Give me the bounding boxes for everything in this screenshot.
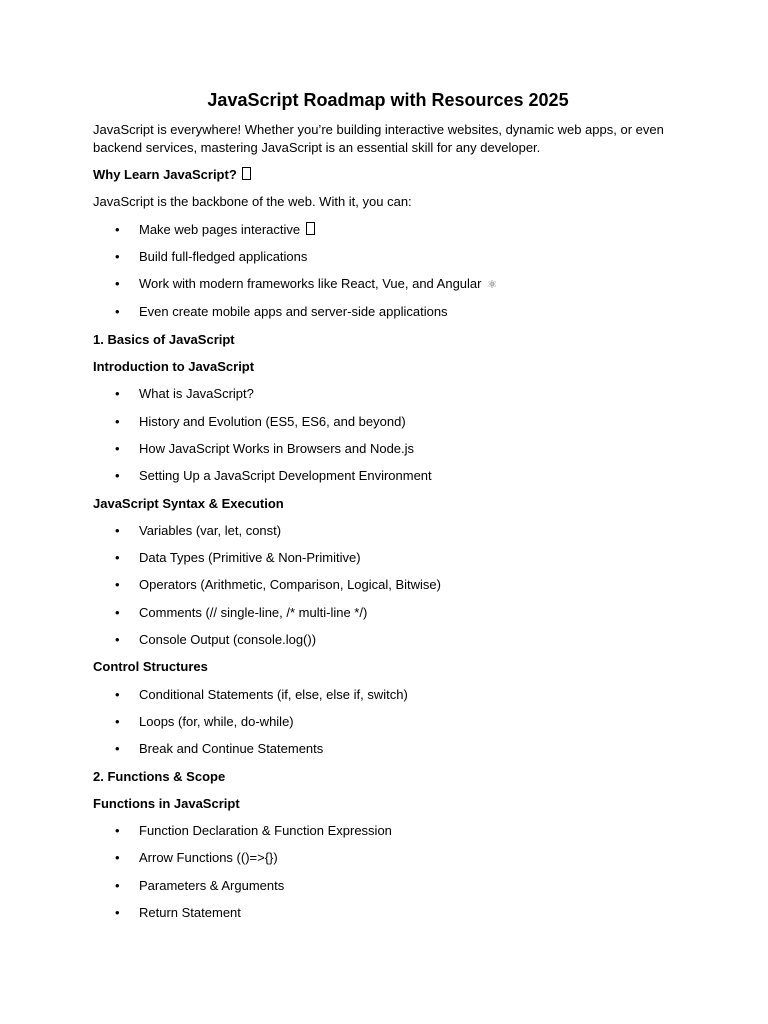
- atom-icon: ⚛: [487, 278, 497, 292]
- list-item-text: Setting Up a JavaScript Development Environment: [139, 468, 432, 484]
- functions-list: [93, 822, 683, 922]
- list-item-text: Make web pages interactive: [139, 221, 301, 237]
- list-item: [93, 385, 683, 403]
- list-item: [93, 877, 683, 895]
- list-item-text: Loops (for, while, do-while): [139, 713, 294, 729]
- missing-emoji-icon: [306, 222, 315, 235]
- intro-to-js-list: [93, 385, 683, 485]
- bullet-icon: •: [115, 221, 120, 237]
- intro-paragraph: JavaScript is everywhere! Whether you’re building interactive websites, dynamic web apps, or even backend services, mastering JavaScript is an essential skill for any developer.: [93, 122, 664, 155]
- list-item-text: Data Types (Primitive & Non-Primitive): [139, 550, 361, 566]
- syntax-heading: JavaScript Syntax & Execution: [93, 495, 284, 511]
- list-item-text: History and Evolution (ES5, ES6, and beyond): [139, 413, 406, 429]
- list-item: [93, 604, 683, 622]
- bullet-icon: •: [115, 413, 120, 429]
- section-1-heading: 1. Basics of JavaScript: [93, 331, 235, 347]
- list-item: [93, 221, 683, 239]
- list-item: [93, 631, 683, 649]
- list-item-text: Console Output (console.log()): [139, 632, 317, 648]
- list-item: [93, 576, 683, 594]
- list-item-text: Break and Continue Statements: [139, 741, 324, 757]
- list-item-text: Return Statement: [139, 905, 241, 921]
- list-item-text: Variables (var, let, const): [139, 522, 282, 538]
- bullet-icon: •: [115, 248, 120, 264]
- list-item: [93, 413, 683, 431]
- why-learn-heading-text: Why Learn JavaScript?: [93, 167, 237, 182]
- list-item: [93, 713, 683, 731]
- list-item-text: Build full-fledged applications: [139, 248, 308, 264]
- list-item: [93, 467, 683, 485]
- control-structures-heading: Control Structures: [93, 659, 208, 675]
- bullet-icon: •: [115, 440, 120, 456]
- bullet-icon: •: [115, 550, 120, 566]
- control-structures-list: [93, 686, 683, 759]
- bullet-icon: •: [115, 468, 120, 484]
- list-item-text: Function Declaration & Function Expression: [139, 823, 392, 839]
- functions-heading: Functions in JavaScript: [93, 795, 240, 811]
- document-title: JavaScript Roadmap with Resources 2025: [207, 90, 569, 110]
- why-learn-list: [93, 221, 683, 322]
- document-page: [93, 88, 683, 931]
- bullet-icon: •: [115, 304, 120, 320]
- list-item: [93, 740, 683, 758]
- bullet-icon: •: [115, 905, 120, 921]
- syntax-list: [93, 522, 683, 649]
- why-learn-heading: [93, 166, 683, 184]
- bullet-icon: •: [115, 741, 120, 757]
- why-learn-text: JavaScript is the backbone of the web. With it, you can:: [93, 194, 412, 210]
- list-item-text: Even create mobile apps and server-side applications: [139, 304, 448, 320]
- list-item-text: What is JavaScript?: [139, 386, 254, 402]
- bullet-icon: •: [115, 604, 120, 620]
- list-item-text: Comments (// single-line, /* multi-line */): [139, 604, 368, 620]
- list-item-text: Arrow Functions (()=>{}): [139, 850, 278, 866]
- list-item-text: Parameters & Arguments: [139, 877, 285, 893]
- list-item-text: How JavaScript Works in Browsers and Node.js: [139, 440, 415, 456]
- list-item: [93, 248, 683, 266]
- list-item-text: Work with modern frameworks like React, Vue, and Angular: [139, 276, 482, 292]
- list-item-text: Conditional Statements (if, else, else if, switch): [139, 686, 408, 702]
- bullet-icon: •: [115, 632, 120, 648]
- list-item: [93, 303, 683, 321]
- list-item: [93, 822, 683, 840]
- bullet-icon: •: [115, 850, 120, 866]
- list-item: [93, 440, 683, 458]
- list-item: [93, 904, 683, 922]
- bullet-icon: •: [115, 522, 120, 538]
- list-item: [93, 849, 683, 867]
- bullet-icon: •: [115, 686, 120, 702]
- bullet-icon: •: [115, 713, 120, 729]
- section-2-heading: 2. Functions & Scope: [93, 768, 226, 784]
- bullet-icon: •: [115, 276, 120, 292]
- bullet-icon: •: [115, 577, 120, 593]
- bullet-icon: •: [115, 877, 120, 893]
- list-item-text: Operators (Arithmetic, Comparison, Logical, Bitwise): [139, 577, 441, 593]
- intro-to-js-heading: Introduction to JavaScript: [93, 359, 255, 375]
- missing-emoji-icon: [242, 167, 251, 180]
- list-item: [93, 275, 683, 294]
- bullet-icon: •: [115, 823, 120, 839]
- list-item: [93, 549, 683, 567]
- list-item: [93, 686, 683, 704]
- list-item: [93, 522, 683, 540]
- bullet-icon: •: [115, 386, 120, 402]
